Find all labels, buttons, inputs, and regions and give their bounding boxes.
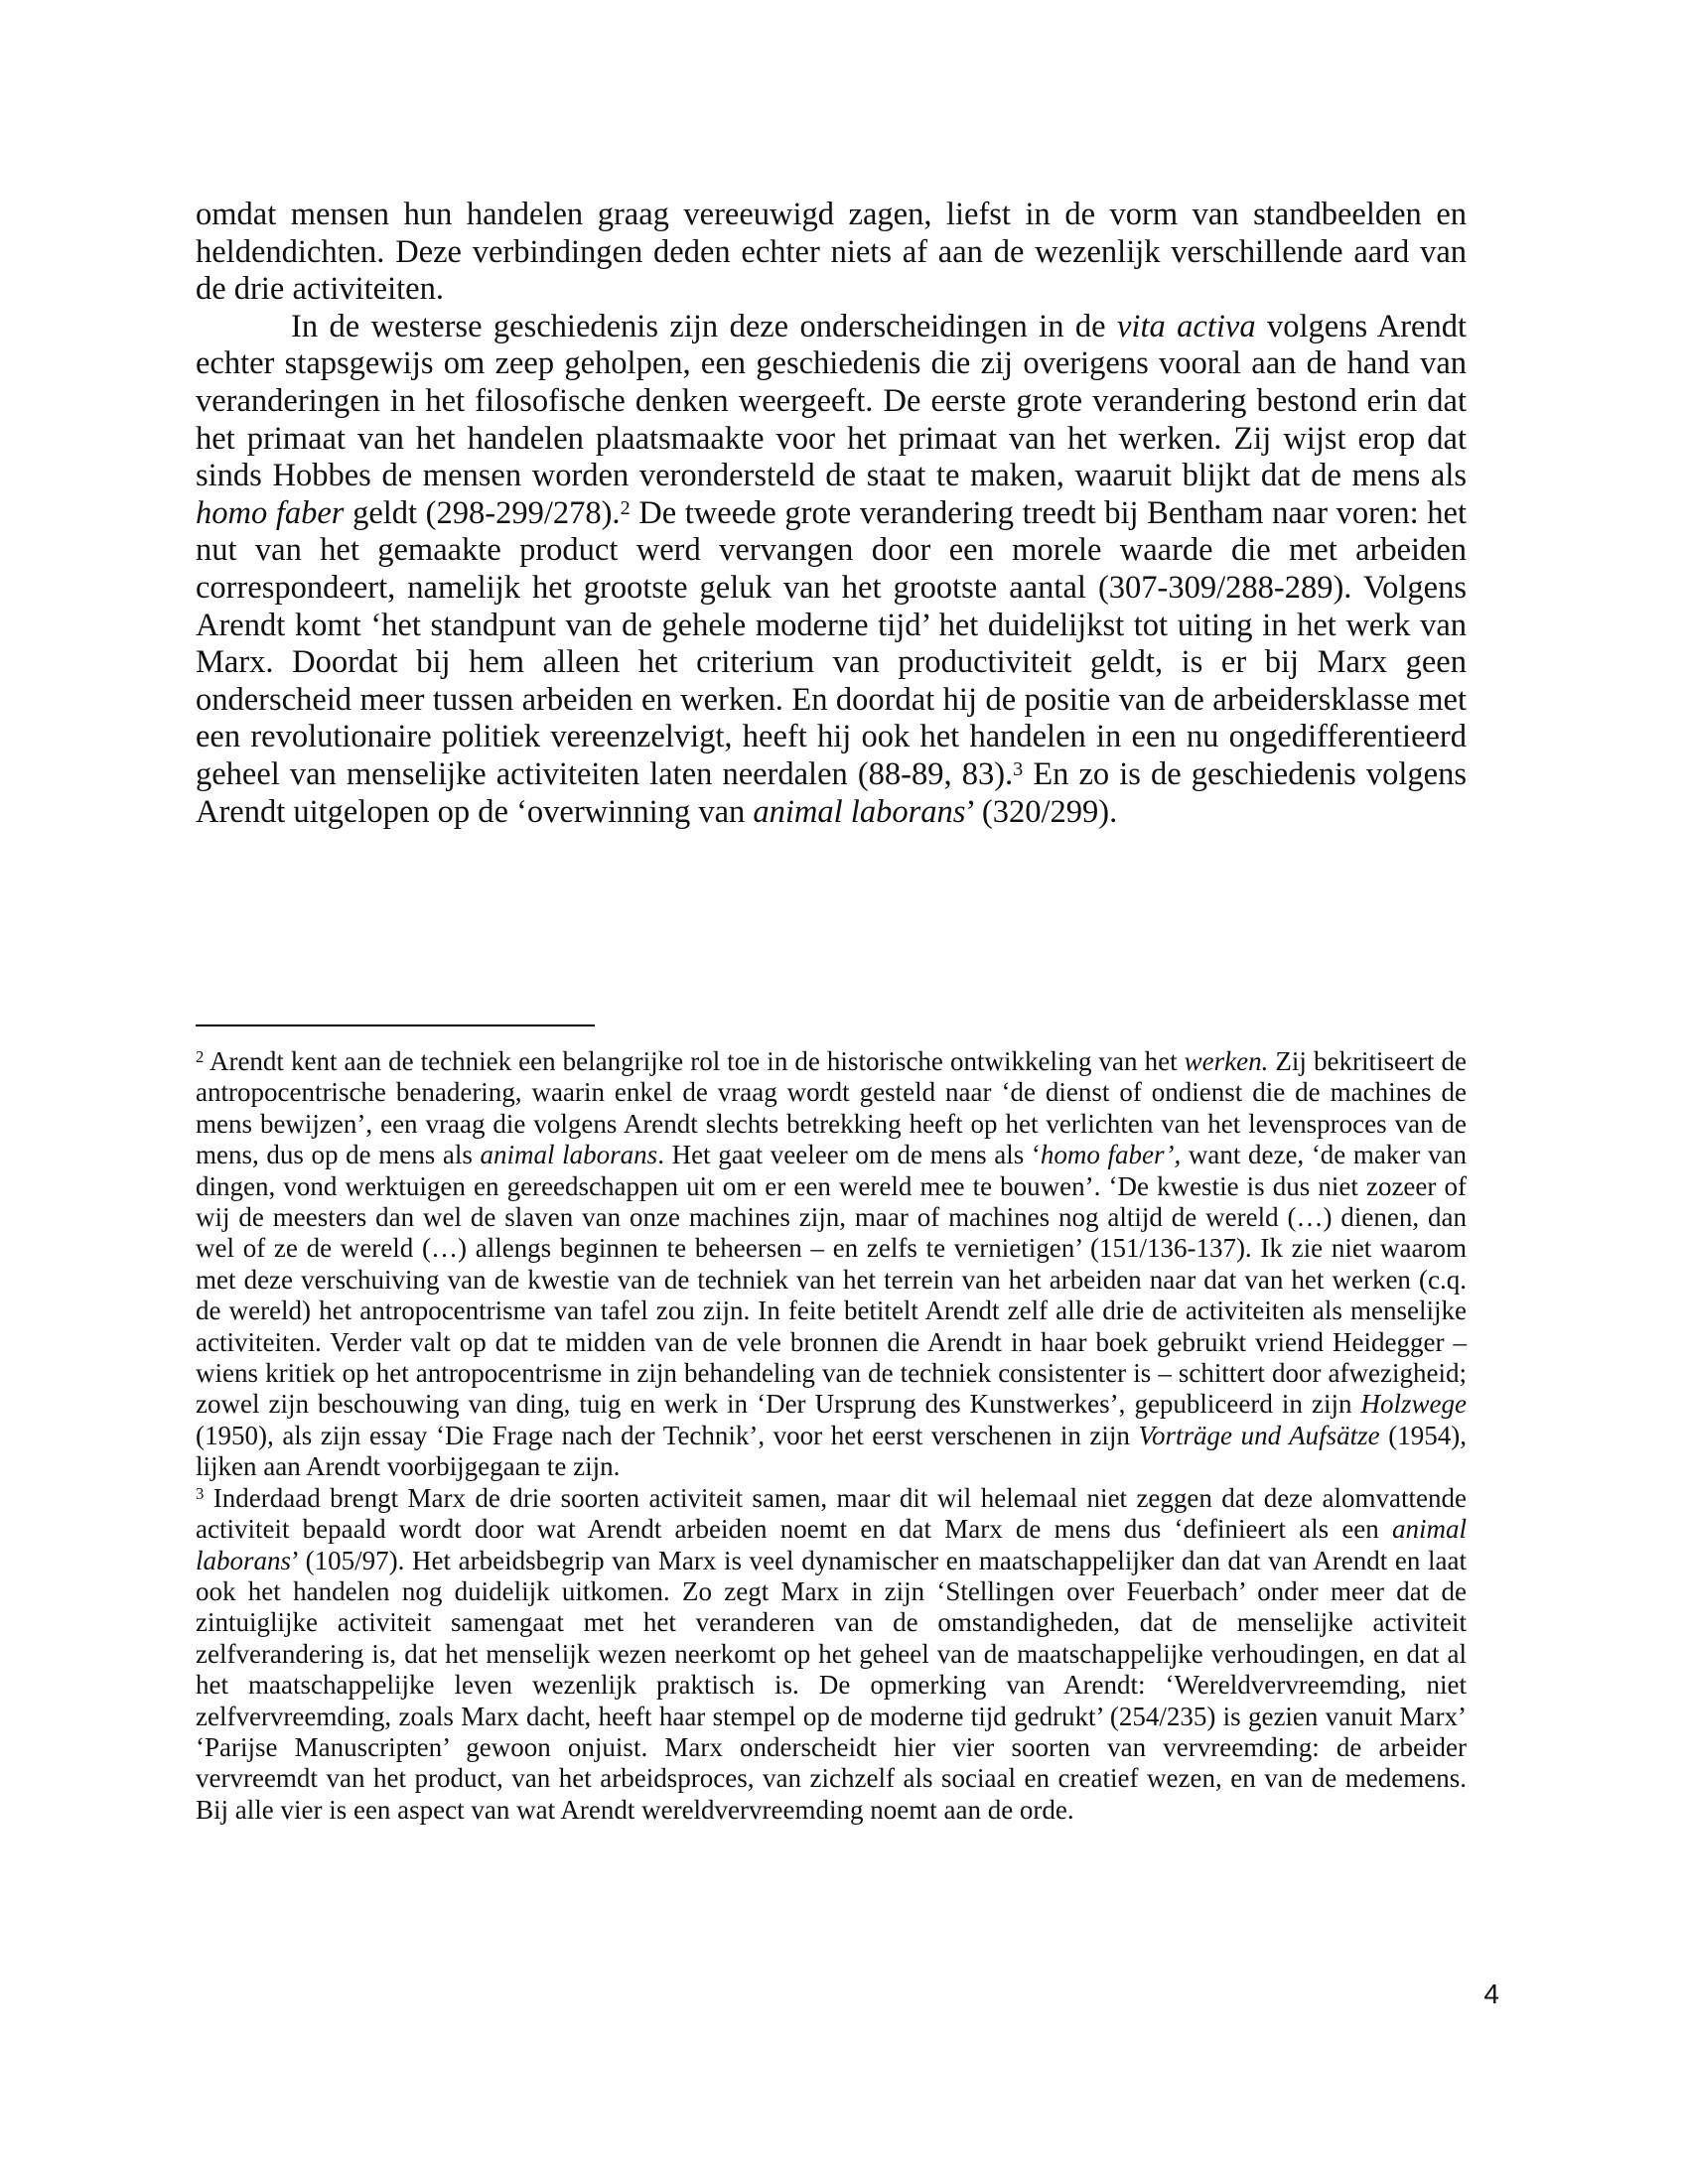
text-run: volgens Arendt echter stapsgewijs om zeep geholpen, een geschiedenis die zij overigens vooral aan de hand van veranderingen in het filosofische denken weergeeft. De eerste grote verandering bestond erin dat het primaat van het handelen plaatsmaakte voor het primaat van het werken. Zij wijst erop dat sinds Hobbes de mensen worden verondersteld de staat te maken, waaruit blijkt dat de mens als [196,308,1467,494]
footnote-number: 3 [196,1484,205,1504]
text-run: Zij bekritiseert de antropocentrische benadering, waarin enkel de vraag wordt gesteld naar ‘de dienst of ondienst die de machines de mens bewijzen’, een vraag die volgens Arendt slechts betrekking heeft op het verlichten van het levensproces van de mens, dus op de mens als [196,1046,1467,1170]
footnote-3 [196,1483,1467,1826]
text-run: Arendt kent aan de techniek een belangrijke rol toe in de historische ontwikkeling van het [204,1046,1185,1076]
paragraph-1-text: omdat mensen hun handelen graag vereeuwigd zagen, liefst in de vorm van standbeelden en heldendichten. Deze verbindingen deden echter niets af aan de wezenlijk verschillende aard van de drie activiteiten. [196,197,1467,308]
italic-term: werken. [1184,1046,1269,1076]
paragraph-1 [196,197,1467,309]
body-text [196,197,1467,831]
text-run: ’ (105/97). Het arbeidsbegrip van Marx is veel dynamischer en maatschappelijker dan dat van Arendt en laat ook het handelen nog duidelijk uitkomen. Zo zegt Marx in zijn ‘Stellingen over Feuerbach’ onder meer dat de zintuiglijke activiteit samengaat met het veranderen van de omstandigheden, dat de menselijke activiteit zelfverandering is, dat het menselijk wezen neerkomt op het geheel van de maatschappelijke verhoudingen, en dat al het maatschappelijke leven wezenlijk praktisch is. De opmerking van Arendt: ‘Wereldvervreemding, niet zelfvervreemding, zoals Marx dacht, heeft haar stempel op de moderne tijd gedrukt’ (254/235) is gezien vanuit Marx’ ‘Parijse Manuscripten’ gewoon onjuist. Marx onderscheidt hier vier soorten van vervreemding: de arbeider vervreemdt van het product, van het arbeidsproces, van zichzelf als sociaal en creatief wezen, en van de medemens. Bij alle vier is een aspect van wat Arendt wereldvervreemding noemt aan de orde. [196,1545,1467,1825]
text-run: De tweede grote verandering treedt bij Bentham naar voren: het nut van het gemaakte product werd vervangen door een morele waarde die met arbeiden correspondeert, namelijk het grootste geluk van het grootste aantal (307-309/288-289). Volgens Arendt komt ‘het standpunt van de gehele moderne tijd’ het duidelijkst tot uiting in het werk van Marx. Doordat bij hem alleen het criterium van productiviteit geldt, is er bij Marx geen onderscheid meer tussen arbeiden en werken. En doordat hij de positie van de arbeidersklasse met een revolutionaire politiek vereenzelvigt, heeft hij ook het handelen in een nu ongedifferentieerd geheel van menselijke activiteiten laten neerdalen (88-89, 83). [196,494,1468,792]
footnote-2 [196,1046,1467,1483]
footnote-ref-3[interactable]: 3 [1013,757,1024,780]
italic-term: Vorträge und Aufsätze [1138,1420,1380,1450]
italic-term: vita activa [1117,308,1256,344]
italic-term: homo faber’, [1040,1140,1182,1170]
footnote-separator [196,1024,595,1026]
italic-term: animal laborans [480,1140,658,1170]
footnote-number: 2 [196,1047,205,1067]
italic-term: animal laborans [753,793,966,830]
text-run: . Het gaat veeleer om de mens als ‘ [657,1140,1041,1170]
text-run: (1954), lijken aan Arendt voorbijgegaan te zijn. [196,1420,1467,1482]
footnotes [196,1046,1467,1826]
text-run: In de westerse geschiedenis zijn deze onderscheidingen in de [291,308,1117,344]
italic-term: animal laborans [196,1514,1467,1575]
paragraph-2 [196,309,1467,831]
italic-term: homo faber [196,494,345,531]
text-run: ’ (320/299). [965,793,1118,830]
text-run: Inderdaad brengt Marx de drie soorten activiteit samen, maar dit wil helemaal niet zeggen dat deze alomvattende activiteit bepaald wordt door wat Arendt arbeiden noemt en dat Marx de mens dus ‘definieert als een [196,1482,1467,1545]
page-number: 4 [1483,1979,1499,2009]
footnote-ref-2[interactable]: 2 [620,496,631,519]
text-run: En zo is de geschiedenis volgens Arendt uitgelopen op de ‘overwinning van [196,755,1468,830]
italic-term: Holzwege [1360,1389,1467,1420]
text-run: (1950), als zijn essay ‘Die Frage nach der Technik’, voor het eerst verschenen in zijn [196,1420,1139,1450]
text-run: want deze, ‘de maker van dingen, vond werktuigen en gereedschappen uit om er een wereld mee te bouwen’. ‘De kwestie is dus niet zozeer of wij de meesters dan wel de slaven van onze machines zijn, maar of machines nog altijd de wereld (…) dienen, dan wel of ze de wereld (…) allengs beginnen te beheersen – en zelfs te vernietigen’ (151/136-137). Ik zie niet waarom met deze verschuiving van de kwestie van de techniek van het terrein van het arbeiden naar dat van het werken (c.q. de wereld) het antropocentrisme van tafel zou zijn. In feite betitelt Arendt zelf alle drie de activiteiten als menselijke activiteiten. Verder valt op dat te midden van de vele bronnen die Arendt in haar boek gebruikt vriend Heidegger – wiens kritiek op het antropocentrisme in zijn behandeling van de techniek consistenter is – schittert door afwezigheid; zowel zijn beschouwing van ding, tuig en werk in ‘Der Ursprung des Kunstwerkes’, gepubliceerd in zijn [196,1140,1468,1420]
text-run: geldt (298-299/278). [344,494,621,531]
